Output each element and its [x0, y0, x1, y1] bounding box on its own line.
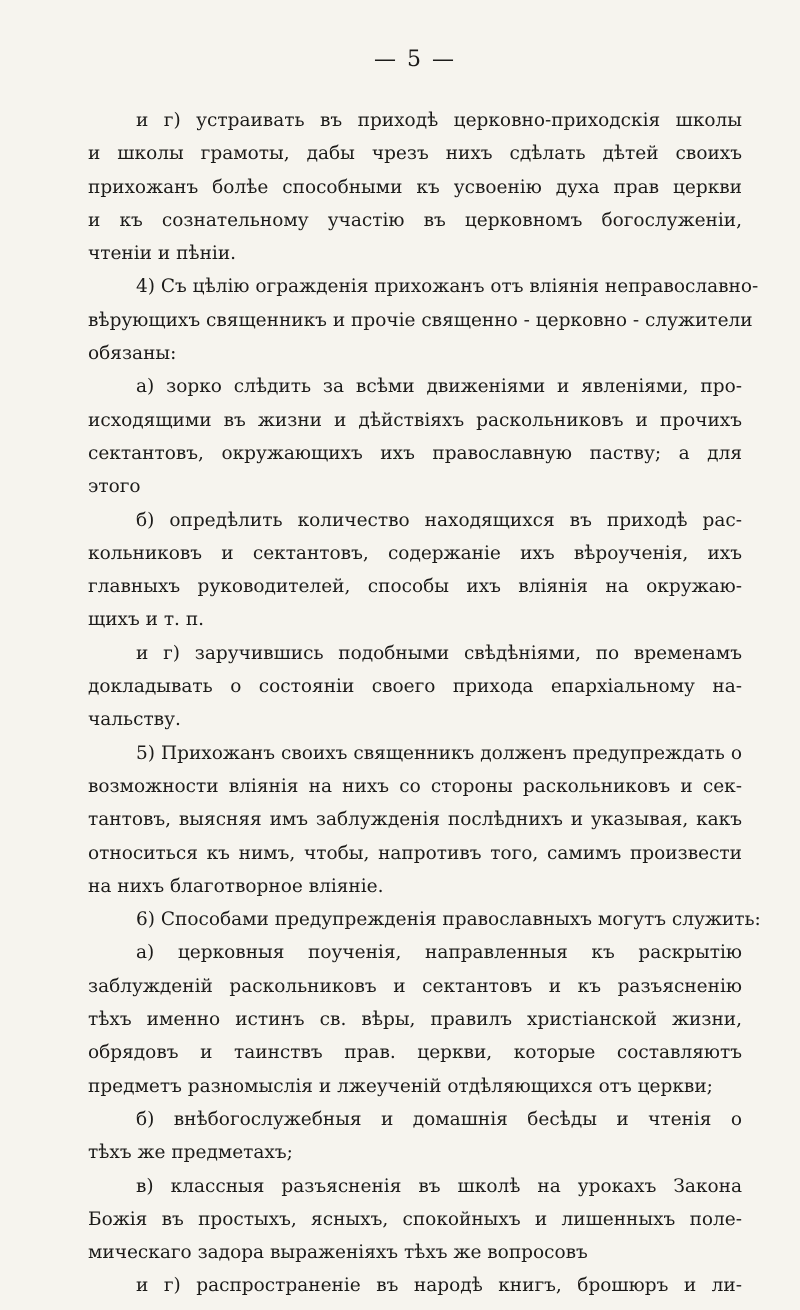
text-line: вѣрующихъ священникъ и прочіе священно - церковно - служители	[88, 309, 753, 331]
text-line: и г) заручившись подобными свѣдѣніями, по временамъ	[136, 642, 742, 664]
text-line: на нихъ благотворное вліяніе.	[88, 875, 384, 897]
text-line: прихожанъ болѣе способными къ усвоенію духа прав церкви	[88, 176, 742, 198]
text-line: докладывать о состояніи своего прихода епархіальному на-	[88, 676, 742, 698]
text-line: предметъ разномыслія и лжеученій отдѣляющихся отъ церкви;	[88, 1075, 713, 1097]
text-line: мическаго задора выраженіяхъ тѣхъ же вопросовъ	[88, 1242, 588, 1264]
text-line: тѣхъ же предметахъ;	[88, 1142, 293, 1164]
text-line: кольниковъ и сектантовъ, содержаніе ихъ вѣроученія, ихъ	[88, 542, 742, 564]
text-line: и г) устраивать въ приходѣ церковно-приходскія школы	[136, 110, 742, 131]
paragraph-10	[88, 1170, 742, 1270]
text-line: б) внѣбогослужебныя и домашнія бесѣды и чтенія о	[136, 1108, 742, 1130]
paragraph-5	[88, 637, 742, 737]
text-line: и школы грамоты, дабы чрезъ нихъ сдѣлать дѣтей своихъ	[88, 143, 742, 165]
text-line: и г) распространеніе въ народѣ книгъ, брошюръ и ли-	[136, 1275, 742, 1297]
text-line: 4) Съ цѣлію огражденія прихожанъ отъ вліянія неправославно-	[136, 276, 759, 298]
text-line: в) классныя разъясненія въ школѣ на урокахъ Закона	[136, 1175, 742, 1197]
text-line: тѣхъ именно истинъ св. вѣры, правилъ христіанской жизни,	[88, 1009, 742, 1031]
text-line: обрядовъ и таинствъ прав. церкви, которые составляютъ	[88, 1042, 742, 1064]
text-line: тантовъ, выясняя имъ заблужденія послѣднихъ и указывая, какъ	[88, 809, 742, 831]
paragraph-8	[88, 936, 742, 1102]
paragraph-7	[88, 903, 761, 936]
text-line: чтеніи и пѣніи.	[88, 243, 237, 265]
text-line: исходящими въ жизни и дѣйствіяхъ раскольниковъ и прочихъ	[88, 409, 742, 431]
paragraph-6	[88, 737, 742, 903]
text-line: и къ сознательному участію въ церковномъ богослуженіи,	[88, 209, 742, 231]
text-line: щихъ и т. п.	[88, 609, 205, 631]
page-number: — 5 —	[374, 47, 456, 72]
text-line: чальству.	[88, 709, 181, 731]
text-line: а) зорко слѣдить за всѣми движеніями и явленіями, про-	[136, 376, 742, 398]
text-line: Божія въ простыхъ, ясныхъ, спокойныхъ и лишенныхъ поле-	[88, 1208, 742, 1230]
paragraph-4	[88, 504, 742, 637]
text-line: а) церковныя поученія, направленныя къ раскрытію	[136, 942, 742, 964]
paragraph-2	[88, 270, 759, 370]
text-line: заблужденій раскольниковъ и сектантовъ и къ разъясненію	[88, 975, 742, 997]
paragraph-1	[88, 104, 742, 270]
text-line: этого	[88, 476, 141, 498]
paragraph-9	[88, 1103, 742, 1170]
text-line: б) опредѣлить количество находящихся въ приходѣ рас-	[136, 509, 742, 531]
text-line: 5) Прихожанъ своихъ священникъ долженъ предупреждать о	[136, 742, 742, 764]
text-line: возможности вліянія на нихъ со стороны раскольниковъ и сек-	[88, 775, 742, 797]
text-line: 6) Способами предупрежденія православныхъ могутъ служить:	[136, 909, 761, 931]
paragraph-11	[88, 1269, 742, 1302]
text-line: обязаны:	[88, 343, 177, 365]
text-line: относиться къ нимъ, чтобы, напротивъ того, самимъ произвести	[88, 842, 742, 864]
paragraph-3	[88, 370, 742, 503]
text-line: сектантовъ, окружающихъ ихъ православную паству; а для	[88, 442, 742, 464]
text-line: главныхъ руководителей, способы ихъ вліянія на окружаю-	[88, 576, 742, 598]
